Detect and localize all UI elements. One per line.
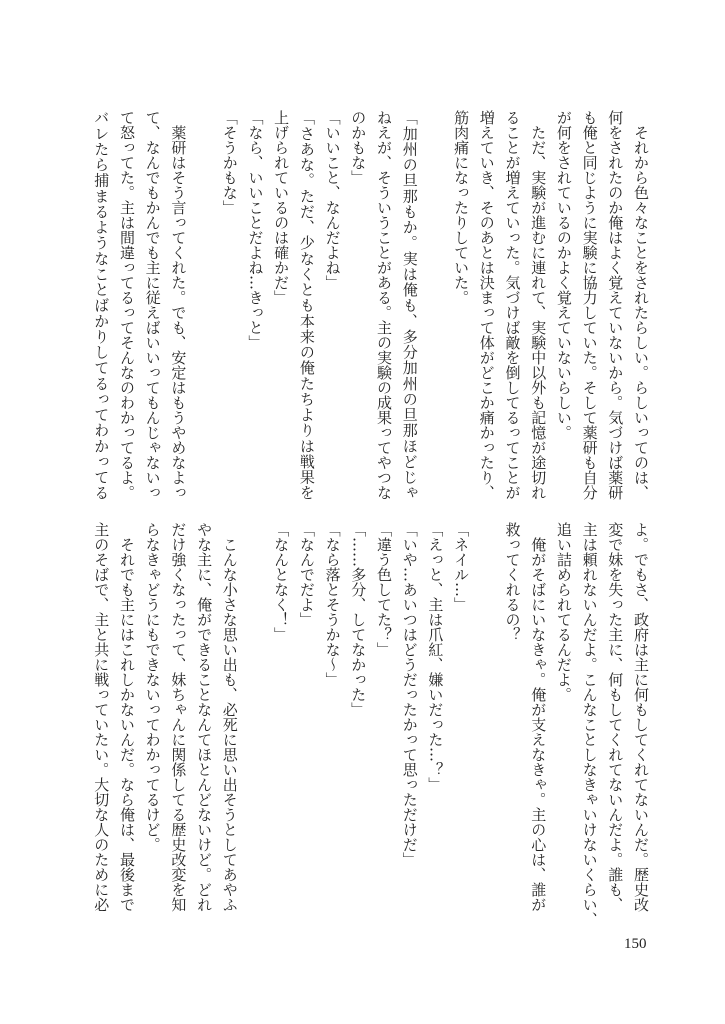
text-line: ることが増えていった。気づけば敵を倒してるってことが [503, 110, 522, 500]
text-line: 薬研はそう言ってくれた。でも、安定はもうやめなよっ [169, 125, 188, 500]
text-line: て怒ってた。主は間違ってるってそんなのわかってるよ。 [117, 110, 136, 500]
dialogue-line: 「さあな。ただ、少なくとも本来の俺たちよりは戦果を [297, 110, 316, 500]
blank-line [422, 110, 448, 500]
text-line: バレたら捕まるようなことばかりしてるってわかってる [92, 110, 111, 500]
dialogue-line: 「えっと、主は爪紅、嫌いだった…？」 [426, 522, 445, 792]
blank-line [242, 522, 268, 912]
text-line: 主のそばで、主と共に戦っていたい。大切な人のために必 [92, 522, 111, 912]
dialogue-line: 「なんでだよ」 [297, 522, 316, 627]
text-line: も俺と同じように実験に協力していた。そして薬研も自分 [580, 110, 599, 500]
text-line: 俺がそばにいなきゃ。俺が支えなきゃ。主の心は、誰が [529, 537, 548, 912]
page-number: 150 [624, 936, 647, 952]
dialogue-line: 「なら落とそうかな〜」 [323, 522, 342, 687]
text-line: 筋肉痛になったりしていた。 [452, 110, 471, 305]
blank-line [190, 110, 216, 500]
text-line: 何をされたのか俺はよく覚えていないから。気づけば薬研 [606, 110, 625, 500]
dialogue-line: 「なら、いいことだよね…きっと」 [246, 110, 265, 350]
dialogue-line: 「そうかもな」 [220, 110, 239, 215]
dialogue-line: 「いや…あいつはどうだったかって思っただけだ」 [400, 522, 419, 867]
text-line: らなきゃどうにもできないってわかってるけど。 [143, 522, 162, 852]
upper-text-tier [88, 110, 653, 500]
text-line: よ。でもさ、政府は主に何もしてくれてないんだ。歴史改 [632, 522, 650, 912]
text-line: それから色々なことをされたらしい。らしいってのは、 [632, 125, 650, 500]
text-line: こんな小さな思い出も、必死に思い出そうとしてあやふ [220, 537, 239, 912]
text-line: 増えていき、そのあとは決まって体がどこか痛かったり、 [477, 110, 496, 500]
text-line: て、なんでもかんでも主に従えばいいってもんじゃないっ [143, 110, 162, 500]
blank-line [473, 522, 499, 912]
dialogue-line: 「なんとなく！」 [272, 522, 291, 642]
text-line: それでも主にはこれしかないんだ。なら俺は、最後まで [117, 537, 136, 912]
dialogue-line: 「……多分、してなかった」 [349, 522, 368, 717]
text-line: 変で妹を失った主に、何もしてくれてないんだよ。誰も、 [606, 522, 625, 912]
dialogue-line: 「ネイル…」 [452, 522, 471, 612]
text-line: だけ強くなったって、妹ちゃんに関係してる歴史改変を知 [169, 522, 188, 912]
text-line: 追い詰められてるんだよ。 [554, 522, 573, 702]
dialogue-line: 「いいこと、なんだよね」 [323, 110, 342, 290]
text-line: やな主に、俺ができることなんてほとんどないけど。どれ [195, 522, 214, 912]
dialogue-line: 「加州の旦那もか。実は俺も、多分加州の旦那ほどじゃ [400, 110, 419, 500]
dialogue-line: 上げられているのは確かだ」 [272, 110, 291, 305]
text-line: 主は頼れないんだよ。こんなことしなきゃいけないくらい、 [580, 522, 599, 927]
text-line: 救ってくれるの？ [503, 522, 522, 642]
dialogue-line: 「違う色してた？」 [374, 522, 393, 657]
dialogue-line: ねえが、そういうことがある。主の実験の成果ってやつな [374, 110, 393, 500]
text-line: ただ、実験が進むに連れて、実験中以外も記憶が途切れ [529, 125, 548, 500]
lower-text-tier [88, 522, 653, 927]
dialogue-line: のかもな」 [349, 110, 368, 185]
text-line: が何をされているのかよく覚えていないらしい。 [554, 110, 573, 440]
